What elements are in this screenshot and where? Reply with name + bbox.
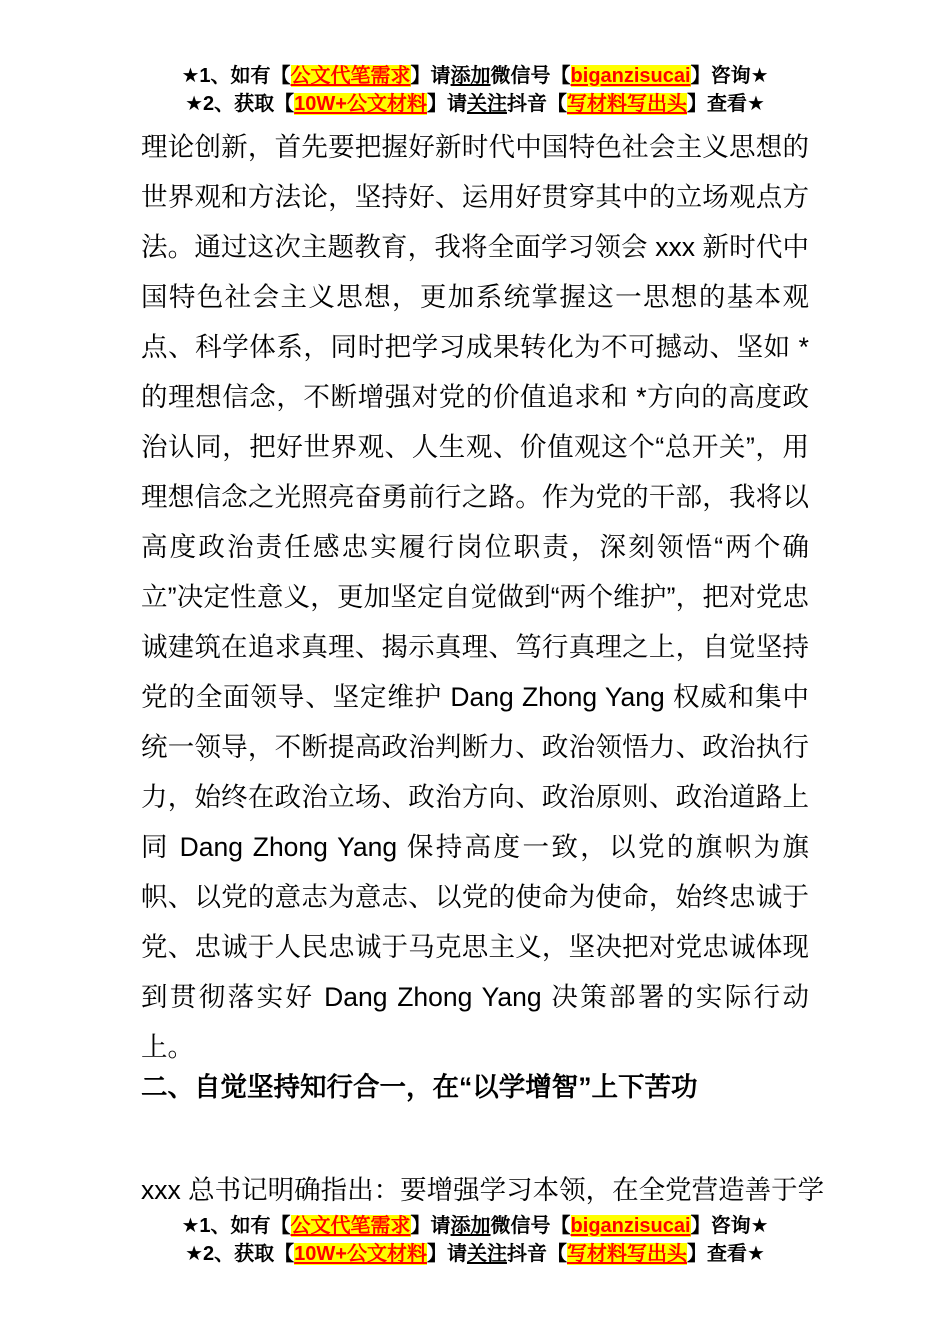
promo-highlight-service-need: 公文代笔需求 [290, 1215, 411, 1237]
promo-text: 】请 [410, 65, 451, 87]
promo-text: 抖音【 [506, 93, 567, 115]
promo-text: 】请 [426, 1243, 467, 1265]
promo-highlight-douyin-name: 写材料写出头 [566, 93, 687, 115]
promo-text: 微信号【 [490, 65, 571, 87]
promo-highlight-douyin-name: 写材料写出头 [566, 1243, 687, 1265]
promo-text: 】请 [426, 93, 467, 115]
promo-text: 】查看★ [686, 93, 765, 115]
promo-text: ★2、获取【 [185, 93, 295, 115]
promo-underline-follow: 关注 [466, 1243, 507, 1265]
promo-highlight-wechat-id: biganzisucai [570, 1215, 691, 1237]
promo-underline-follow: 关注 [466, 93, 507, 115]
promo-line-2 [0, 90, 950, 118]
promo-banner-top [0, 62, 950, 118]
promo-text: 】请 [410, 1215, 451, 1237]
promo-text: 微信号【 [490, 1215, 571, 1237]
promo-text: ★1、如有【 [181, 1215, 291, 1237]
body-paragraph-1: 理论创新，首先要把握好新时代中国特色社会主义思想的世界观和方法论，坚持好、运用好贯穿其中的立场观点方法。通过这次主题教育，我将全面学习领会 xxx 新时代中国特色社会主义思想，更加系统掌握这一思想的基本观点、科学体系，同时把学习成果转化为不可撼动、坚如 *的理想信念，不断增强对党的价值追求和 *方向的高度政治认同，把好世界观、人生观、价值观这个“总开关”，用理想信念之光照亮奋勇前行之路。作为党的干部，我将以高度政治责任感忠实履行岗位职责，深刻领悟“两个确立”决定性意义，更加坚定自觉做到“两个维护”，把对党忠诚建筑在追求真理、揭示真理、笃行真理之上，自觉坚持党的全面领导、坚定维护 Dang Zhong Yang 权威和集中统一领导，不断提高政治判断力、政治领悟力、政治执行力，始终在政治立场、政治方向、政治原则、政治道路上同 Dang Zhong Yang 保持高度一致，以党的旗帜为旗帜、以党的意志为意志、以党的使命为使命，始终忠诚于党、忠诚于人民忠诚于马克思主义，坚决把对党忠诚体现到贯彻落实好 Dang Zhong Yang 决策部署的实际行动上。 [141, 132, 809, 1062]
promo-line-1 [0, 1212, 950, 1240]
promo-text: ★1、如有【 [181, 65, 291, 87]
promo-highlight-materials: 10W+公文材料 [294, 93, 427, 115]
promo-line-2 [0, 1240, 950, 1268]
body-paragraph-2: xxx 总书记明确指出：要增强学习本领，在全党营造善于学 [141, 1175, 825, 1205]
promo-underline-add: 添加 [450, 65, 491, 87]
promo-text: ★2、获取【 [185, 1243, 295, 1265]
promo-highlight-materials: 10W+公文材料 [294, 1243, 427, 1265]
promo-highlight-wechat-id: biganzisucai [570, 65, 691, 87]
promo-text: 抖音【 [506, 1243, 567, 1265]
promo-text: 】咨询★ [690, 1215, 769, 1237]
promo-highlight-service-need: 公文代笔需求 [290, 65, 411, 87]
promo-text: 】咨询★ [690, 65, 769, 87]
promo-underline-add: 添加 [450, 1215, 491, 1237]
promo-banner-bottom [0, 1212, 950, 1268]
promo-line-1 [0, 62, 950, 90]
section-heading-2: 二、自觉坚持知行合一，在“以学增智”上下苦功 [141, 1072, 698, 1102]
promo-text: 】查看★ [686, 1243, 765, 1265]
